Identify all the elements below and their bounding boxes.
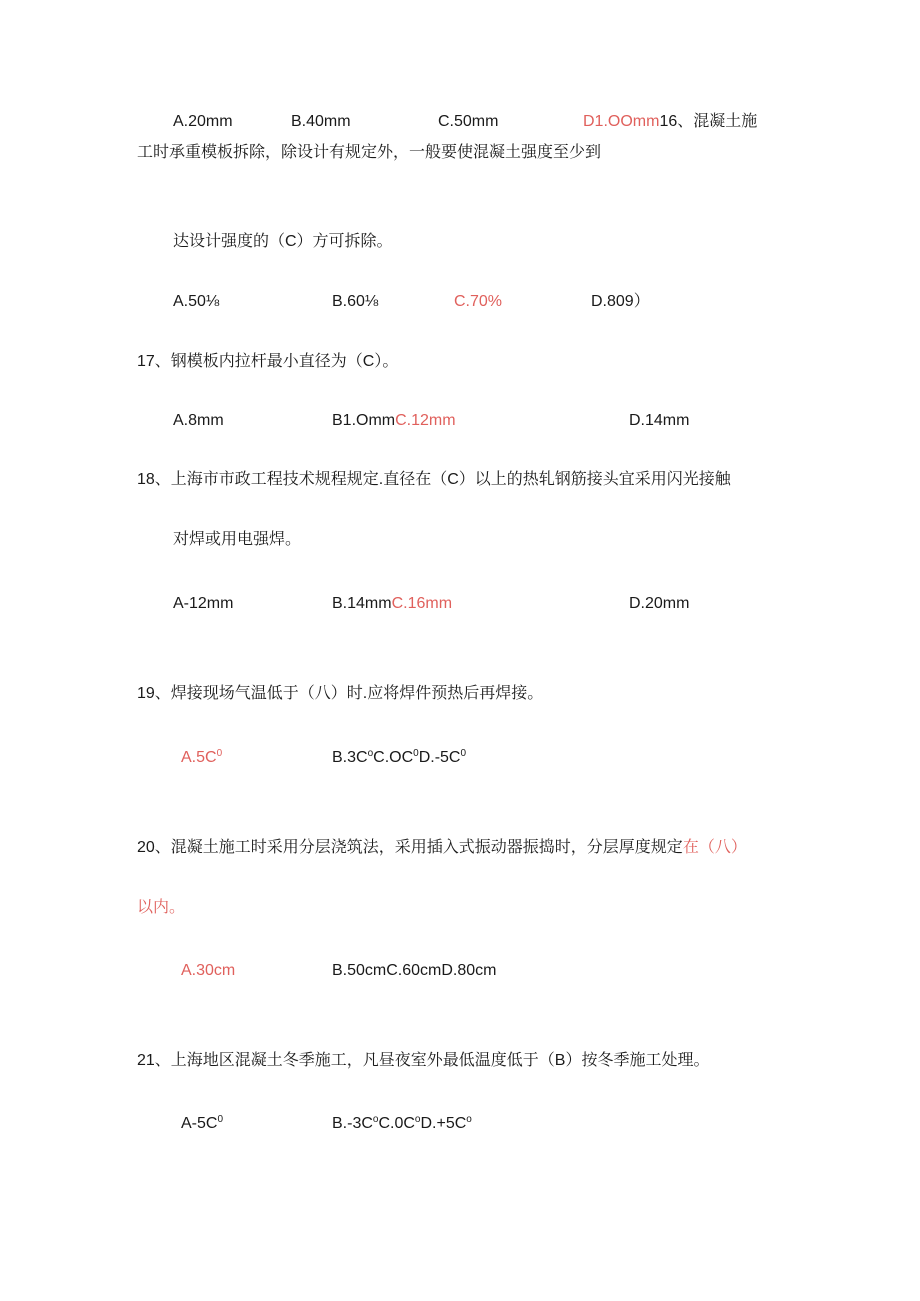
q20-stem-line2: 以内。 [137,899,186,916]
q19-option-c-degree: 0 [413,748,419,759]
q21-option-c-degree: o [414,1114,421,1125]
q17-option-c-answer: C.12mm [395,412,456,429]
q21-option-d: D.+5C [420,1115,467,1132]
q16-option-d: D.809） [591,293,650,310]
q21-option-d-degree: o [466,1114,472,1125]
q19-option-a-answer [181,748,222,768]
q19-option-b-degree: o [367,748,374,759]
q19-option-a-text: A.5C [181,749,217,766]
q18-stem-line1: 18、上海市市政工程技术规程规定.直径在（C）以上的热轧钢筋接头宜采用闪光接触 [137,471,731,488]
q15-option-d-text: D1.OOmm [583,113,660,130]
q19-option-a-degree: 0 [216,748,223,759]
q16-option-b: B.60⅛ [332,293,379,310]
q16-stem-line2: 工时承重模板拆除，除设计有规定外，一般要使混凝土强度至少到 [137,144,602,161]
q19-option-d: D.-5C [418,749,461,766]
q20-option-bcd: B.50cmC.60cmD.80cm [332,962,497,979]
q17-option-bc [332,411,456,431]
q21-option-a [181,1114,223,1134]
q17-option-a: A.8mm [173,412,224,429]
q16-stem-line3: 达设计强度的（C）方可拆除。 [173,233,393,250]
q18-option-b: B.14mm [332,595,392,612]
q17-option-b: B1.Omm [332,412,396,429]
q19-option-c: C.OC [373,749,414,766]
q20-stem-main: 20、混凝土施工时采用分层浇筑法，采用插入式振动器振捣时，分层厚度规定 [137,839,683,856]
q21-option-a-degree: 0 [217,1114,224,1125]
q15-option-c: C.50mm [438,113,499,130]
q15-option-a: A.20mm [173,113,233,130]
q15-option-d-answer [583,112,757,132]
q19-option-d-degree: 0 [460,748,467,759]
q20-option-a-answer: A.30cm [181,962,236,979]
q17-stem: 17、钢模板内拉杆最小直径为（C）。 [137,353,399,370]
q15-option-b: B.40mm [291,113,351,130]
q20-stem-line1 [137,838,747,858]
q21-option-a-text: A-5C [181,1115,218,1132]
q18-option-a: A-12mm [173,595,234,612]
q19-stem: 19、焊接现场气温低于（八）时.应将焊件预热后再焊接。 [137,685,544,702]
q18-option-d: D.20mm [629,595,690,612]
q19-option-bcd [332,748,466,768]
q21-option-b-degree: o [372,1114,379,1125]
q17-option-d: D.14mm [629,412,690,429]
q18-option-bc [332,594,452,614]
q18-option-c-answer: C.16mm [391,595,453,612]
q21-option-c: C.0C [378,1115,415,1132]
q20-stem-answer: 在（八） [682,839,747,856]
q18-stem-line2: 对焊或用电强焊。 [173,531,302,548]
q16-stem-start: 16、混凝土施 [659,113,758,130]
q16-option-c-answer: C.70% [454,293,503,310]
q19-option-b: B.3C [332,749,368,766]
q21-option-b: B.-3C [332,1115,373,1132]
q21-stem: 21、上海地区混凝土冬季施工，凡昼夜室外最低温度低于（B）按冬季施工处理。 [137,1052,710,1069]
q21-option-bcd [332,1114,472,1134]
q16-option-a: A.50⅛ [173,293,220,310]
